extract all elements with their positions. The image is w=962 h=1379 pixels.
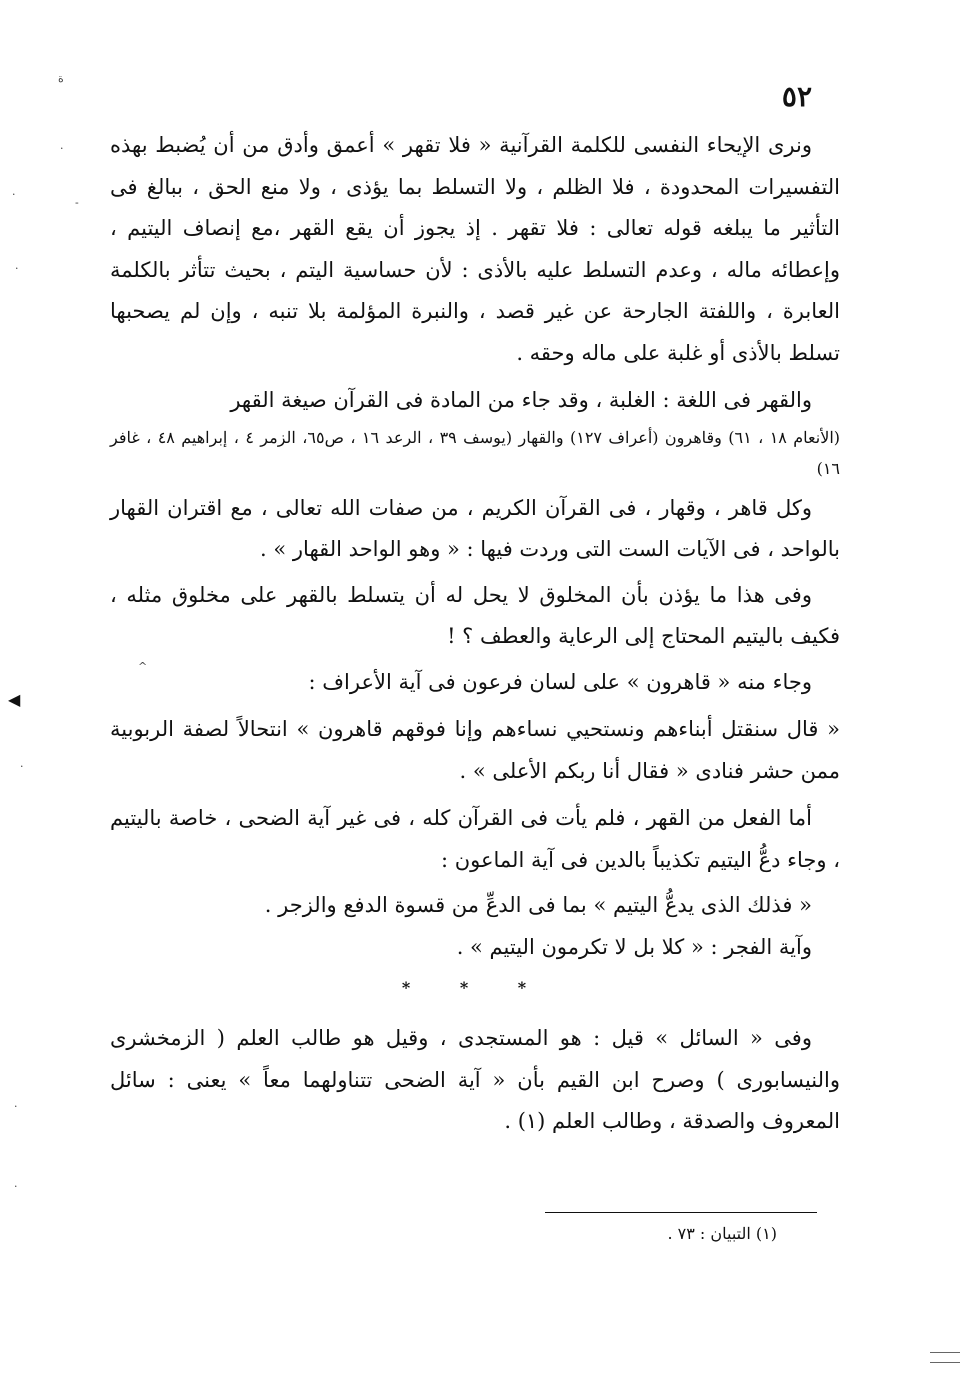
edge-line bbox=[930, 1362, 960, 1363]
verse-fajr: وآية الفجر : « كلا بل لا تكرمون اليتيم » . bbox=[456, 934, 812, 959]
paragraph-fiil-qahr: أما الفعل من القهر ، فلم يأت فى القرآن كله ، فى غير آية الضحى ، خاصة باليتيم ، وجاء دعُّ اليتيم تكذيباً بالدين فى آية الماعون : bbox=[110, 806, 840, 872]
margin-mark: · bbox=[15, 262, 19, 275]
section-separator: * * * bbox=[401, 978, 549, 997]
footnote-rule bbox=[545, 1212, 817, 1213]
footnote: (١) التبيان : ٧٣ . bbox=[667, 1224, 777, 1243]
margin-mark: - bbox=[75, 196, 79, 209]
margin-mark: · bbox=[20, 760, 24, 773]
page-number: ٥٢ bbox=[781, 80, 812, 113]
paragraph-qahir-qahhar: وكل قاهر ، وقهار ، فى القرآن الكريم ، من صفات الله تعالى ، مع اقتران القهار بالواحد ، فى الآيات الست التى وردت فيها : « وهو الواحد القهار » . bbox=[110, 495, 840, 561]
paragraph-qahirun-quote: « قال سنقتل أبناءهم ونستحيي نساءهم وإنا فوقهم قاهرون » انتحالاً لصفة الربوبية ممن حشر فنادى « فقال أنا ربكم الأعلى » . bbox=[110, 717, 840, 783]
paragraph-makhluq: وفى هذا ما يؤذن بأن المخلوق لا يحل له أن يتسلط بالقهر على مخلوق مثله ، فكيف باليتيم المحتاج إلى الرعاية والعطف ؟ ! bbox=[110, 582, 840, 648]
margin-mark: · bbox=[14, 1180, 18, 1193]
paragraph-sail: وفى « السائل » قيل : هو المستجدى ، وقيل هو طالب العلم ( الزمخشرى والنيسابورى ) وصرح ابن القيم بأن « آية الضحى تتناولهما معاً » يعنى : سائل المعروف والصدقة ، وطالب العلم (١) . bbox=[110, 1026, 840, 1133]
margin-mark: ^ bbox=[138, 660, 148, 673]
paragraph-ihaa: ونرى الإيحاء النفسى للكلمة القرآنية « فلا تقهر » أعمق وأدق من أن يُضبط بهذه التفسيرات المحدودة ، فلا الظلم ، ولا التسلط بما يؤذى ، ولا منع الحق ، ببالغ فى التأثير ما يبلغه قوله تعالى : فلا تقهر . إذ يجوز أن يقع القهر ،مع إنصاف اليتيم ، وإعطائه ماله ، وعدم التسلط عليه بالأذى : لأن حساسية اليتم ، بحيث تتأثر بالكلمة العابرة ، واللفتة الجارحة عن غير قصد ، والنبرة المؤلمة بلا تنبه ، وإن لم يصحبها تسلط بالأذى أو غلبة على ماله وحقه . bbox=[110, 133, 840, 365]
main-text bbox=[110, 125, 840, 1143]
margin-mark: · bbox=[60, 142, 64, 155]
margin-mark: · bbox=[12, 188, 16, 201]
paragraph-firawn: وجاء منه « قاهرون » على لسان فرعون فى آية الأعراف : bbox=[308, 669, 812, 694]
margin-mark: · bbox=[14, 1100, 18, 1113]
margin-triangle-mark: ◀ bbox=[8, 690, 21, 709]
paragraph-qahr-references: (الأنعام ١٨ ، ٦١) وقاهرون (أعراف ١٢٧) والقهار (يوسف ٣٩ ، الرعد ١٦ ، ص٦٥، الزمر ٤ ، إبراهيم ٤٨ ، غافر ١٦) bbox=[110, 427, 841, 478]
paragraph-qahr-lugha: والقهر فى اللغة : الغلبة ، وقد جاء من المادة فى القرآن صيغة القهر bbox=[230, 388, 812, 412]
verse-maun: « فذلك الذى يدعُّ اليتيم » بما فى الدعِّ من قسوة الدفع والزجر . bbox=[264, 893, 812, 917]
margin-mark: ة bbox=[58, 72, 64, 85]
edge-line bbox=[930, 1352, 960, 1353]
